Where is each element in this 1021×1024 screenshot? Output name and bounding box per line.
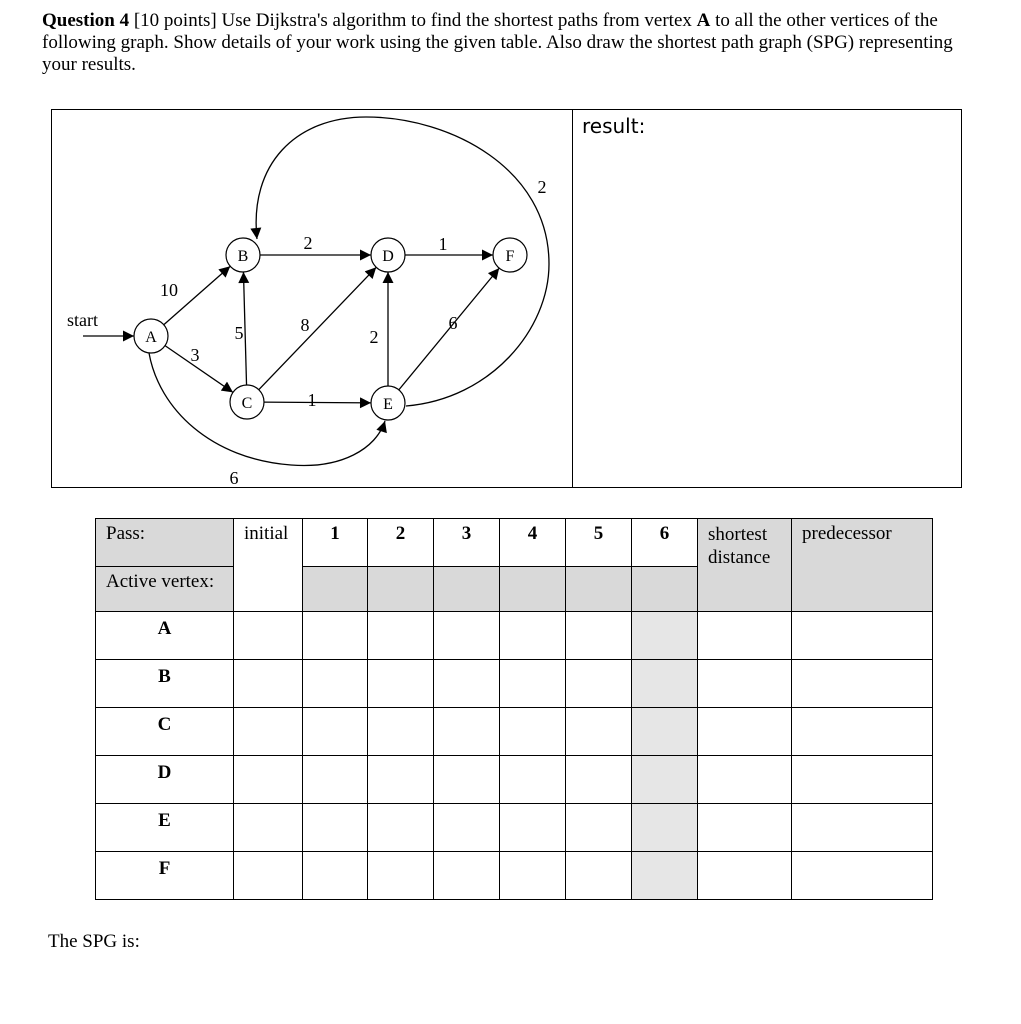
edge-ce bbox=[264, 402, 371, 403]
question-vertex: A bbox=[696, 10, 711, 31]
table-cell[interactable] bbox=[303, 804, 368, 852]
table-cell[interactable] bbox=[698, 708, 792, 756]
table-cell[interactable] bbox=[566, 852, 632, 900]
node-label-b: B bbox=[237, 248, 249, 265]
table-cell[interactable] bbox=[792, 708, 933, 756]
vertex-label: C bbox=[96, 708, 234, 756]
node-label-a: A bbox=[145, 329, 157, 346]
table-cell[interactable] bbox=[234, 612, 303, 660]
table-cell[interactable] bbox=[434, 708, 500, 756]
node-label-d: D bbox=[382, 248, 394, 265]
start-label: start bbox=[67, 310, 98, 330]
table-cell[interactable] bbox=[632, 660, 698, 708]
table-cell[interactable] bbox=[566, 660, 632, 708]
table-cell[interactable] bbox=[434, 612, 500, 660]
node-label-f: F bbox=[505, 248, 515, 265]
edge-weight-cb: 5 bbox=[234, 323, 244, 343]
edge-weight-ce: 1 bbox=[307, 390, 317, 410]
edge-weight-df: 1 bbox=[438, 234, 448, 254]
table-cell[interactable] bbox=[500, 852, 566, 900]
pass-label: Pass: bbox=[96, 519, 234, 567]
result-divider bbox=[572, 109, 573, 488]
table-cell[interactable] bbox=[566, 612, 632, 660]
table-cell[interactable] bbox=[632, 708, 698, 756]
table-row bbox=[96, 660, 933, 708]
table-cell[interactable] bbox=[698, 612, 792, 660]
pass-5-header: 5 bbox=[566, 519, 632, 567]
active-vertex-cell-2[interactable] bbox=[368, 567, 434, 612]
table-cell[interactable] bbox=[632, 612, 698, 660]
graph-diagram bbox=[51, 109, 572, 488]
table-cell[interactable] bbox=[698, 660, 792, 708]
table-cell[interactable] bbox=[234, 756, 303, 804]
table-cell[interactable] bbox=[368, 660, 434, 708]
table-cell[interactable] bbox=[303, 756, 368, 804]
table-cell[interactable] bbox=[434, 756, 500, 804]
vertex-label: B bbox=[96, 660, 234, 708]
edge-cd bbox=[259, 267, 376, 389]
table-cell[interactable] bbox=[632, 852, 698, 900]
edge-weight-ed: 2 bbox=[369, 327, 379, 347]
table-cell[interactable] bbox=[368, 804, 434, 852]
spg-label: The SPG is: bbox=[48, 931, 140, 952]
table-cell[interactable] bbox=[792, 660, 933, 708]
table-cell[interactable] bbox=[234, 852, 303, 900]
edge-weight-ae: 6 bbox=[229, 468, 239, 488]
question-text bbox=[42, 10, 992, 76]
table-cell[interactable] bbox=[234, 660, 303, 708]
question-points: [10 points] bbox=[133, 10, 217, 31]
table-cell[interactable] bbox=[500, 612, 566, 660]
table-row bbox=[96, 804, 933, 852]
table-cell[interactable] bbox=[234, 804, 303, 852]
result-label: result: bbox=[582, 114, 646, 138]
table-cell[interactable] bbox=[303, 852, 368, 900]
vertex-label: D bbox=[96, 756, 234, 804]
table-cell[interactable] bbox=[368, 852, 434, 900]
table-row bbox=[96, 612, 933, 660]
table-cell[interactable] bbox=[792, 804, 933, 852]
table-cell[interactable] bbox=[500, 660, 566, 708]
table-cell[interactable] bbox=[303, 660, 368, 708]
table-cell[interactable] bbox=[368, 612, 434, 660]
node-label-c: C bbox=[241, 395, 253, 412]
active-vertex-cell-3[interactable] bbox=[434, 567, 500, 612]
table-cell[interactable] bbox=[500, 804, 566, 852]
dijkstra-table bbox=[95, 518, 933, 900]
table-cell[interactable] bbox=[434, 804, 500, 852]
vertex-label: E bbox=[96, 804, 234, 852]
table-cell[interactable] bbox=[566, 708, 632, 756]
table-cell[interactable] bbox=[434, 852, 500, 900]
table-cell[interactable] bbox=[698, 852, 792, 900]
edge-weight-ac: 3 bbox=[190, 345, 200, 365]
table-cell[interactable] bbox=[434, 660, 500, 708]
node-label-e: E bbox=[383, 396, 393, 413]
table-cell[interactable] bbox=[632, 756, 698, 804]
table-cell[interactable] bbox=[500, 756, 566, 804]
table-cell[interactable] bbox=[698, 804, 792, 852]
pass-6-header: 6 bbox=[632, 519, 698, 567]
pass-4-header: 4 bbox=[500, 519, 566, 567]
edge-weight-ab: 10 bbox=[160, 280, 178, 300]
table-cell[interactable] bbox=[368, 756, 434, 804]
table-cell[interactable] bbox=[698, 756, 792, 804]
table-cell[interactable] bbox=[303, 612, 368, 660]
edge-weight-cd: 8 bbox=[300, 315, 310, 335]
shortest-distance-header: shortest distance bbox=[698, 519, 792, 612]
table-row bbox=[96, 708, 933, 756]
question-label: Question 4 bbox=[42, 10, 130, 31]
question-body-2: to all the other vertices of the following graph. Show details of your work using the given table. Also draw the shortest path graph (SPG) representing your results. bbox=[42, 10, 953, 75]
header-row-pass bbox=[96, 519, 933, 567]
pass-3-header: 3 bbox=[434, 519, 500, 567]
table-cell[interactable] bbox=[368, 708, 434, 756]
active-vertex-label: Active vertex: bbox=[96, 567, 234, 612]
table-cell[interactable] bbox=[234, 708, 303, 756]
edge-cb bbox=[243, 272, 246, 385]
initial-header: initial bbox=[234, 519, 303, 612]
table-row bbox=[96, 756, 933, 804]
table-row bbox=[96, 852, 933, 900]
table-cell[interactable] bbox=[566, 804, 632, 852]
pass-2-header: 2 bbox=[368, 519, 434, 567]
active-vertex-cell-5[interactable] bbox=[566, 567, 632, 612]
edge-ae bbox=[149, 353, 385, 466]
edge-weight-bd: 2 bbox=[303, 233, 313, 253]
question-body-1: Use Dijkstra's algorithm to find the shortest paths from vertex bbox=[216, 10, 697, 31]
table-cell[interactable] bbox=[566, 756, 632, 804]
predecessor-header: predecessor bbox=[792, 519, 933, 612]
active-vertex-cell-1[interactable] bbox=[303, 567, 368, 612]
edge-weight-eb: 2 bbox=[537, 177, 547, 197]
table-cell[interactable] bbox=[792, 756, 933, 804]
active-vertex-cell-6[interactable] bbox=[632, 567, 698, 612]
edge-weight-ef: 6 bbox=[448, 313, 458, 333]
active-vertex-cell-4[interactable] bbox=[500, 567, 566, 612]
pass-1-header: 1 bbox=[303, 519, 368, 567]
table-cell[interactable] bbox=[303, 708, 368, 756]
table-cell[interactable] bbox=[792, 612, 933, 660]
table-cell[interactable] bbox=[632, 804, 698, 852]
table-cell[interactable] bbox=[500, 708, 566, 756]
vertex-label: F bbox=[96, 852, 234, 900]
vertex-label: A bbox=[96, 612, 234, 660]
table-cell[interactable] bbox=[792, 852, 933, 900]
